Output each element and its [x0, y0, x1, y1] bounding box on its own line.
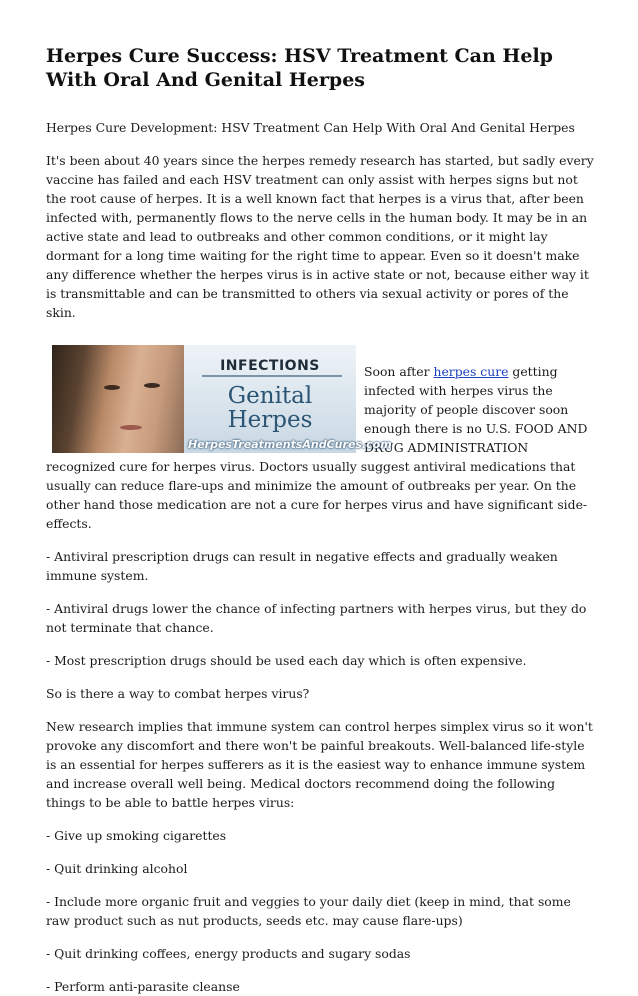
list-item: - Perform anti-parasite cleanse — [46, 979, 240, 994]
list-item: - Antiviral drugs lower the chance of infecting partners with herpes virus, but they do not terminate that chance. — [46, 601, 587, 635]
image-text-line2: Herpes — [227, 407, 313, 433]
page-title: Herpes Cure Success: HSV Treatment Can Help With Oral And Genital Herpes — [46, 45, 553, 91]
research-paragraph: New research implies that immune system can control herpes simplex virus so it won't provoke any discomfort and there won't be painful breakouts. Well-balanced life-style is an essential for herpes sufferers as it is the easiest way to enhance immune system and increase overall well being. Medical doctors recommend doing the following things to be able to battle herpes virus: — [46, 719, 593, 810]
figure-paragraph-text: Soon after — [364, 364, 434, 379]
figure-paragraph-text: getting infected with herpes virus the majority of people discover soon enough there is no U.S. FOOD AND DRUG ADMINISTRATION recognized cure for herpes virus. Doctors usually suggest antiviral medications that usually can reduce flare-ups and minimize the amount of outbreaks per year. On the other hand those medication are not a cure for herpes virus and have significant side-effects. — [46, 364, 588, 531]
intro-paragraph: It's been about 40 years since the herpes remedy research has started, but sadly every vaccine has failed and each HSV treatment can only assist with herpes signs but not the root cause of herpes. It is a well known fact that herpes is a virus that, after been infected with, permanently flows to the nerve cells in the human body. It may be in an active state and lead to outbreaks and other common conditions, or it might lay dormant for a long time waiting for the right time to appear. Even so it doesn't make any difference whether the herpes virus is in active state or not, because either way it is transmittable and can be transmitted to others via sexual activity or pores of the skin. — [46, 153, 594, 320]
genital-herpes-image — [52, 345, 392, 453]
list-item: - Quit drinking alcohol — [46, 861, 188, 876]
mouth-shape — [120, 425, 142, 430]
list-item: - Include more organic fruit and veggies to your daily diet (keep in mind, that some raw product such as nut products, seeds etc. may cause flare-ups) — [46, 894, 571, 928]
list-item: - Give up smoking cigarettes — [46, 828, 227, 843]
image-text-line1: Genital — [227, 383, 313, 409]
image-banner — [184, 345, 392, 453]
figure-section — [46, 342, 596, 533]
list-item: - Most prescription drugs should be used each day which is often expensive. — [46, 653, 527, 668]
question-paragraph: So is there a way to combat herpes virus? — [46, 686, 310, 701]
subtitle: Herpes Cure Development: HSV Treatment Can Help With Oral And Genital Herpes — [46, 120, 575, 135]
image-divider — [202, 375, 342, 377]
document-page — [46, 44, 596, 996]
woman-face-photo — [52, 345, 184, 453]
herpes-cure-link[interactable]: herpes cure — [433, 364, 509, 379]
image-url-text: HerpesTreatmentsAndCures.com — [188, 438, 392, 451]
eye-shape — [104, 385, 120, 390]
image-header-text: INFECTIONS — [220, 358, 320, 374]
eye-shape — [144, 383, 160, 388]
list-item: - Quit drinking coffees, energy products and sugary sodas — [46, 946, 411, 961]
list-item: - Antiviral prescription drugs can result in negative effects and gradually weaken immune system. — [46, 549, 558, 583]
